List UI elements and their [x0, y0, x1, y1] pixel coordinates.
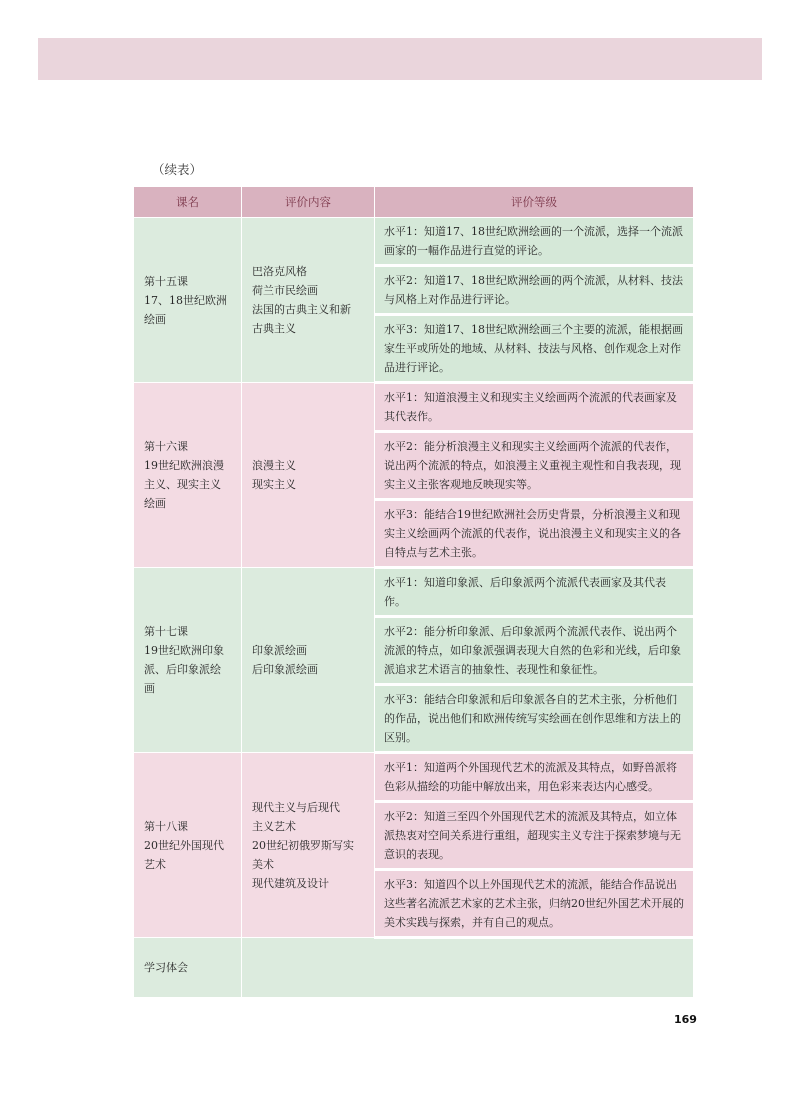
- lesson-content-line: 主义艺术: [252, 819, 296, 833]
- experience-label: 学习体会: [134, 938, 242, 998]
- lesson-name-cell: [134, 568, 242, 753]
- table-header-row: [134, 187, 694, 218]
- lesson-name-line: 第十八课: [144, 819, 188, 833]
- lesson-content-line: 巴洛克风格: [252, 265, 307, 278]
- lesson-content-cell: [242, 753, 375, 938]
- page-number: 169: [674, 1013, 697, 1026]
- lesson-name-line: 第十六课: [144, 440, 188, 453]
- table-body: [134, 218, 694, 998]
- level-description: 水平1：知道17、18世纪欧洲绘画的一个流派，选择一个流派画家的一幅作品进行直觉的评论。: [375, 218, 694, 266]
- lesson-content-line: 浪漫主义: [252, 459, 296, 472]
- lesson-content-line: 现代主义与后现代: [252, 800, 340, 814]
- lesson-content-cell: [242, 568, 375, 753]
- lesson-name-line: 主义、现实主义: [144, 478, 221, 491]
- lesson-content-line: 后印象派绘画: [252, 663, 318, 676]
- lesson-content-line: 20世纪初俄罗斯写实: [252, 838, 354, 852]
- level-description: 水平1：知道印象派、后印象派两个流派代表画家及其代表作。: [375, 568, 694, 617]
- lesson-name-line: 艺术: [144, 857, 166, 871]
- level-description: 水平2：能分析印象派、后印象派两个流派代表作、说出两个流派的特点，如印象派强调表现大自然的色彩和光线，后印象派追求艺术语言的抽象性、表现性和象征性。: [375, 617, 694, 685]
- lesson-content-cell: [242, 218, 375, 383]
- level-description: 水平3：能结合印象派和后印象派各自的艺术主张，分析他们的作品，说出他们和欧洲传统写实绘画在创作思维和方法上的区别。: [375, 685, 694, 753]
- table-row: [134, 218, 694, 266]
- lesson-name-line: 17、18世纪欧洲: [144, 293, 227, 307]
- lesson-name-line: 派、后印象派绘: [144, 663, 221, 676]
- level-description: 水平3：能结合19世纪欧洲社会历史背景，分析浪漫主义和现实主义绘画两个流派的代表作，说出浪漫主义和现实主义的各自特点与艺术主张。: [375, 500, 694, 568]
- lesson-content-line: 印象派绘画: [252, 644, 307, 657]
- lesson-content-line: 美术: [252, 857, 274, 871]
- level-description: 水平3：知道四个以上外国现代艺术的流派，能结合作品说出这些著名流派艺术家的艺术主张，归纳20世纪外国艺术开展的美术实践与探索，并有自己的观点。: [375, 870, 694, 938]
- lesson-content-line: 法国的古典主义和新: [252, 303, 351, 316]
- level-description: 水平3：知道17、18世纪欧洲绘画三个主要的流派，能根据画家生平或所处的地域、从材料、技法与风格、创作观念上对作品进行评论。: [375, 315, 694, 383]
- lesson-name-line: 画: [144, 682, 155, 695]
- lesson-content-line: 现实主义: [252, 478, 296, 491]
- lesson-name-line: 绘画: [144, 312, 166, 326]
- header-level: 评价等级: [375, 187, 694, 218]
- lesson-name-cell: [134, 753, 242, 938]
- lesson-name-line: 20世纪外国现代: [144, 838, 224, 852]
- lesson-content-line: 现代建筑及设计: [252, 876, 329, 890]
- experience-row: [134, 938, 694, 998]
- experience-cell: [242, 938, 694, 998]
- lesson-name-line: 19世纪欧洲浪漫: [144, 459, 224, 472]
- level-description: 水平2：知道三至四个外国现代艺术的流派及其特点，如立体派热衷对空间关系进行重组，超现实主义专注于探索梦境与无意识的表现。: [375, 802, 694, 870]
- lesson-name-line: 绘画: [144, 497, 166, 510]
- header-lesson-name: 课名: [134, 187, 242, 218]
- evaluation-table: [133, 186, 694, 998]
- lesson-content-line: 荷兰市民绘画: [252, 284, 318, 297]
- level-description: 水平2：能分析浪漫主义和现实主义绘画两个流派的代表作，说出两个流派的特点，如浪漫主义重视主观性和自我表现，现实主义主张客观地反映现实等。: [375, 432, 694, 500]
- level-description: 水平2：知道17、18世纪欧洲绘画的两个流派，从材料、技法与风格上对作品进行评论。: [375, 266, 694, 315]
- lesson-content-cell: [242, 383, 375, 568]
- lesson-name-line: 第十五课: [144, 274, 188, 288]
- table-row: [134, 753, 694, 802]
- lesson-content-line: 古典主义: [252, 322, 296, 335]
- header-band: [38, 38, 762, 80]
- level-description: 水平1：知道两个外国现代艺术的流派及其特点，如野兽派将色彩从描绘的功能中解放出来，用色彩来表达内心感受。: [375, 753, 694, 802]
- table-row: [134, 383, 694, 432]
- lesson-name-cell: [134, 383, 242, 568]
- lesson-name-line: 第十七课: [144, 625, 188, 638]
- header-content: 评价内容: [242, 187, 375, 218]
- lesson-name-cell: [134, 218, 242, 383]
- lesson-name-line: 19世纪欧洲印象: [144, 644, 224, 657]
- level-description: 水平1：知道浪漫主义和现实主义绘画两个流派的代表画家及其代表作。: [375, 383, 694, 432]
- continued-label: （续表）: [152, 162, 203, 177]
- table-row: [134, 568, 694, 617]
